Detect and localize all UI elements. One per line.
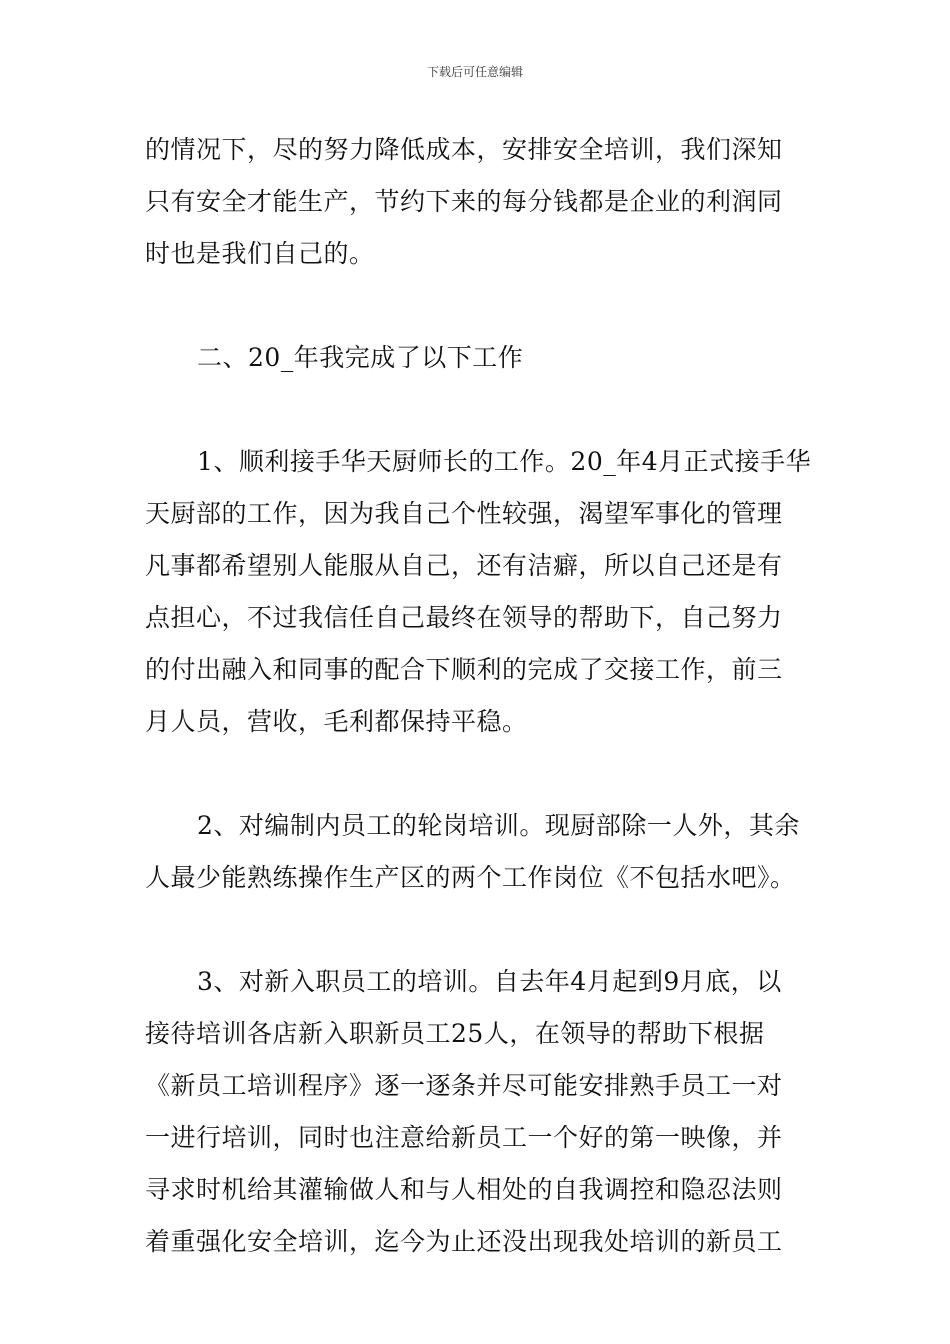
text-line: 人最少能熟练操作生产区的两个工作岗位《不包括水吧》。 — [145, 863, 796, 892]
text-line: 《新员工培训程序》逐一逐条并尽可能安排熟手员工一对 — [145, 1071, 783, 1100]
text-line: 着重强化安全培训，迄今为止还没出现我处培训的新员工 — [145, 1227, 783, 1256]
text-line: 1、顺利接手华天厨师长的工作。20_年4月正式接手华 — [197, 447, 812, 476]
paragraph-item-2 — [145, 800, 810, 904]
paragraph-item-1 — [145, 436, 810, 748]
text-line: 时也是我们自己的。 — [145, 239, 375, 268]
paragraph-spacer — [145, 280, 810, 332]
paragraph-spacer — [145, 384, 810, 436]
text-line: 3、对新入职员工的培训。自去年4月起到9月底，以 — [197, 967, 782, 996]
text-line: 天厨部的工作，因为我自己个性较强，渴望军事化的管理 — [145, 499, 783, 528]
paragraph-spacer — [145, 904, 810, 956]
heading-line: 二、20_年我完成了以下工作 — [197, 343, 524, 372]
document-body — [145, 124, 810, 1268]
paragraph-cost-safety — [145, 124, 810, 280]
text-line: 2、对编制内员工的轮岗培训。现厨部除一人外，其余 — [197, 811, 800, 840]
paragraph-item-3 — [145, 956, 810, 1268]
text-line: 一进行培训，同时也注意给新员工一个好的第一映像，并 — [145, 1123, 783, 1152]
text-line: 的付出融入和同事的配合下顺利的完成了交接工作，前三 — [145, 655, 783, 684]
paragraph-spacer — [145, 748, 810, 800]
text-line: 月人员，营收，毛利都保持平稳。 — [145, 707, 528, 736]
text-line: 点担心，不过我信任自己最终在领导的帮助下，自己努力 — [145, 603, 783, 632]
text-line: 寻求时机给其灌输做人和与人相处的自我调控和隐忍法则 — [145, 1175, 783, 1204]
section-heading — [145, 332, 810, 384]
text-line: 只有安全才能生产，节约下来的每分钱都是企业的利润同 — [145, 187, 783, 216]
page-header: 下载后可任意编辑 — [426, 65, 523, 79]
text-line: 接待培训各店新入职新员工25人，在领导的帮助下根据 — [145, 1019, 765, 1048]
text-line: 凡事都希望别人能服从自己，还有洁癖，所以自己还是有 — [145, 551, 783, 580]
text-line: 的情况下，尽的努力降低成本，安排安全培训，我们深知 — [145, 135, 783, 164]
